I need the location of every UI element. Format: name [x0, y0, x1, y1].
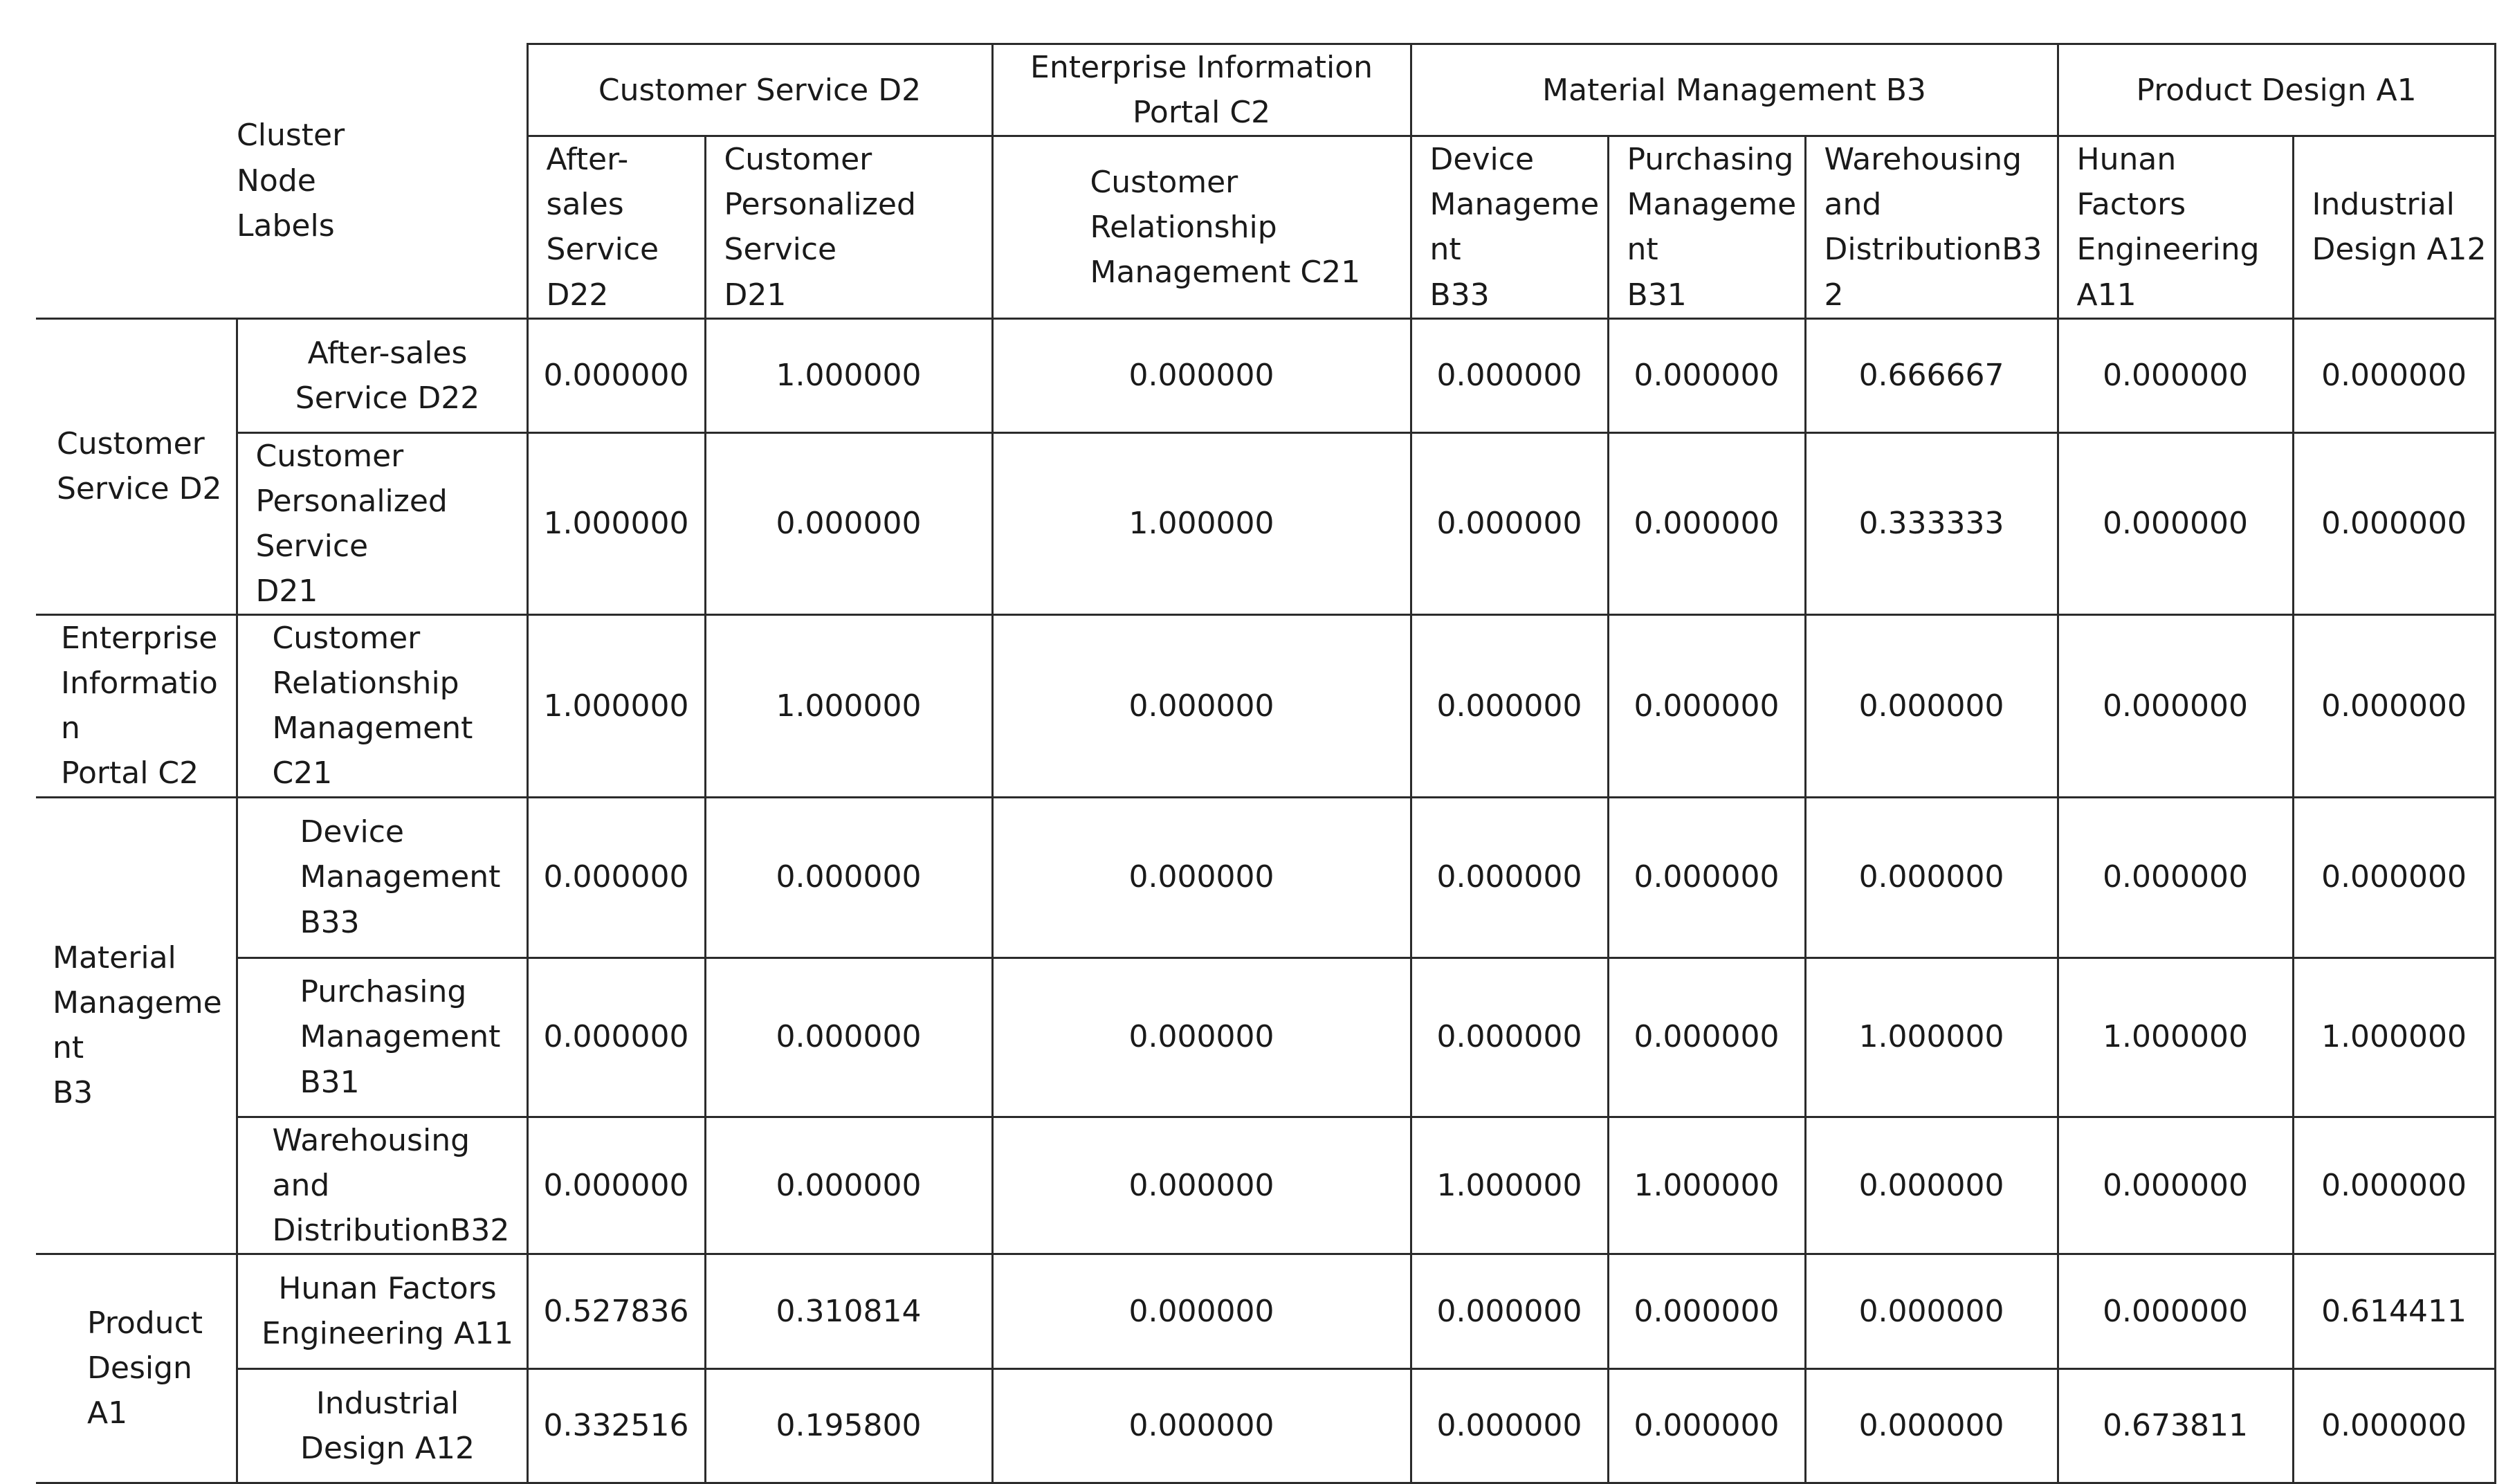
matrix-cell: 0.000000 [992, 797, 1411, 958]
matrix-cell: 1.000000 [1608, 1117, 1805, 1254]
matrix-cell: 0.000000 [2058, 432, 2293, 614]
matrix-cell: 0.332516 [527, 1368, 705, 1483]
row-node-label: Customer Relationship Management C21 [237, 615, 527, 797]
matrix-cell: 0.000000 [1411, 432, 1608, 614]
matrix-cell: 0.000000 [2058, 1117, 2293, 1254]
cluster-row-label-material-management: Material Management B3 [36, 797, 237, 1254]
matrix-cell: 0.195800 [705, 1368, 992, 1483]
matrix-cell: 0.000000 [1608, 432, 1805, 614]
corner-header [36, 44, 527, 319]
matrix-cell: 0.000000 [2293, 432, 2495, 614]
matrix-cell: 0.000000 [527, 318, 705, 432]
matrix-cell: 0.000000 [2058, 1254, 2293, 1368]
matrix-cell: 0.000000 [527, 1117, 705, 1254]
matrix-cell: 0.000000 [1411, 318, 1608, 432]
matrix-cell: 1.000000 [1411, 1117, 1608, 1254]
matrix-cell: 0.614411 [2293, 1254, 2495, 1368]
column-header: Device Management B33 [1411, 136, 1608, 318]
matrix-cell: 0.310814 [705, 1254, 992, 1368]
matrix-cell: 0.000000 [992, 1117, 1411, 1254]
matrix-cell: 0.000000 [1805, 1117, 2058, 1254]
corner-line: Labels [237, 208, 335, 244]
row-node-label: Hunan Factors Engineering A11 [237, 1254, 527, 1368]
matrix-cell: 0.673811 [2058, 1368, 2293, 1483]
matrix-cell: 0.000000 [2293, 1117, 2495, 1254]
matrix-cell: 1.000000 [705, 318, 992, 432]
cluster-row-label-product-design: Product Design A1 [36, 1254, 237, 1483]
matrix-cell: 0.000000 [2293, 797, 2495, 958]
matrix-cell: 0.000000 [1805, 615, 2058, 797]
row-node-label: Purchasing Management B31 [237, 958, 527, 1117]
column-header: Hunan Factors Engineering A11 [2058, 136, 2293, 318]
column-header: Purchasing Management B31 [1608, 136, 1805, 318]
matrix-cell: 0.000000 [1411, 797, 1608, 958]
matrix-cell: 0.000000 [527, 797, 705, 958]
matrix-cell: 0.000000 [1411, 958, 1608, 1117]
matrix-cell: 1.000000 [527, 432, 705, 614]
matrix-cell: 0.000000 [527, 958, 705, 1117]
matrix-cell: 0.000000 [1608, 615, 1805, 797]
matrix-cell: 0.000000 [992, 1254, 1411, 1368]
matrix-cell: 0.000000 [705, 797, 992, 958]
matrix-cell: 1.000000 [2293, 958, 2495, 1117]
matrix-cell: 0.000000 [705, 1117, 992, 1254]
corner-line: Cluster [237, 118, 345, 154]
matrix-cell: 0.000000 [1805, 1368, 2058, 1483]
matrix-cell: 0.000000 [1805, 1254, 2058, 1368]
row-node-label: After-sales Service D22 [237, 318, 527, 432]
column-header: Industrial Design A12 [2293, 136, 2495, 318]
row-node-label: Warehousing and DistributionB32 [237, 1117, 527, 1254]
row-node-label: Customer Personalized Service D21 [237, 432, 527, 614]
matrix-cell: 0.000000 [992, 318, 1411, 432]
matrix-cell: 0.000000 [1608, 318, 1805, 432]
row-node-label: Industrial Design A12 [237, 1368, 527, 1483]
matrix-cell: 0.000000 [992, 615, 1411, 797]
matrix-cell: 1.000000 [1805, 958, 2058, 1117]
matrix-cell: 0.000000 [2293, 615, 2495, 797]
matrix-cell: 1.000000 [705, 615, 992, 797]
cluster-header-material-management: Material Management B3 [1411, 44, 2058, 136]
cluster-header-customer-service: Customer Service D2 [527, 44, 992, 136]
matrix-cell: 0.000000 [1608, 958, 1805, 1117]
cluster-row-label-enterprise-portal: Enterprise Information Portal C2 [36, 615, 237, 797]
matrix-cell: 0.000000 [1411, 1368, 1608, 1483]
matrix-cell: 0.000000 [2058, 318, 2293, 432]
matrix-cell: 0.000000 [1608, 1254, 1805, 1368]
row-node-label: Device Management B33 [237, 797, 527, 958]
matrix-cell: 0.000000 [705, 958, 992, 1117]
supermatrix-table [36, 43, 2496, 1484]
matrix-cell: 0.000000 [1411, 615, 1608, 797]
matrix-cell: 0.000000 [1608, 797, 1805, 958]
matrix-cell: 0.000000 [2058, 615, 2293, 797]
matrix-cell: 1.000000 [527, 615, 705, 797]
matrix-cell: 0.000000 [992, 1368, 1411, 1483]
matrix-cell: 0.000000 [705, 432, 992, 614]
matrix-cell: 0.000000 [2293, 318, 2495, 432]
matrix-cell: 0.527836 [527, 1254, 705, 1368]
matrix-cell: 0.666667 [1805, 318, 2058, 432]
matrix-cell: 0.000000 [1608, 1368, 1805, 1483]
matrix-cell: 0.333333 [1805, 432, 2058, 614]
matrix-cell: 1.000000 [2058, 958, 2293, 1117]
column-header: Customer Relationship Management C21 [992, 136, 1411, 318]
cluster-header-enterprise-portal: Enterprise Information Portal C2 [992, 44, 1411, 136]
matrix-cell: 0.000000 [2293, 1368, 2495, 1483]
column-header: After-sales Service D22 [527, 136, 705, 318]
cluster-header-product-design: Product Design A1 [2058, 44, 2495, 136]
matrix-cell: 0.000000 [1805, 797, 2058, 958]
matrix-cell: 1.000000 [992, 432, 1411, 614]
matrix-cell: 0.000000 [2058, 797, 2293, 958]
column-header: Customer Personalized Service D21 [705, 136, 992, 318]
supermatrix-table-wrapper [36, 43, 2495, 1466]
matrix-cell: 0.000000 [992, 958, 1411, 1117]
matrix-cell: 0.000000 [1411, 1254, 1608, 1368]
cluster-row-label-customer-service: Customer Service D2 [36, 318, 237, 614]
column-header: Warehousing and DistributionB32 [1805, 136, 2058, 318]
corner-line: Node [237, 163, 316, 199]
